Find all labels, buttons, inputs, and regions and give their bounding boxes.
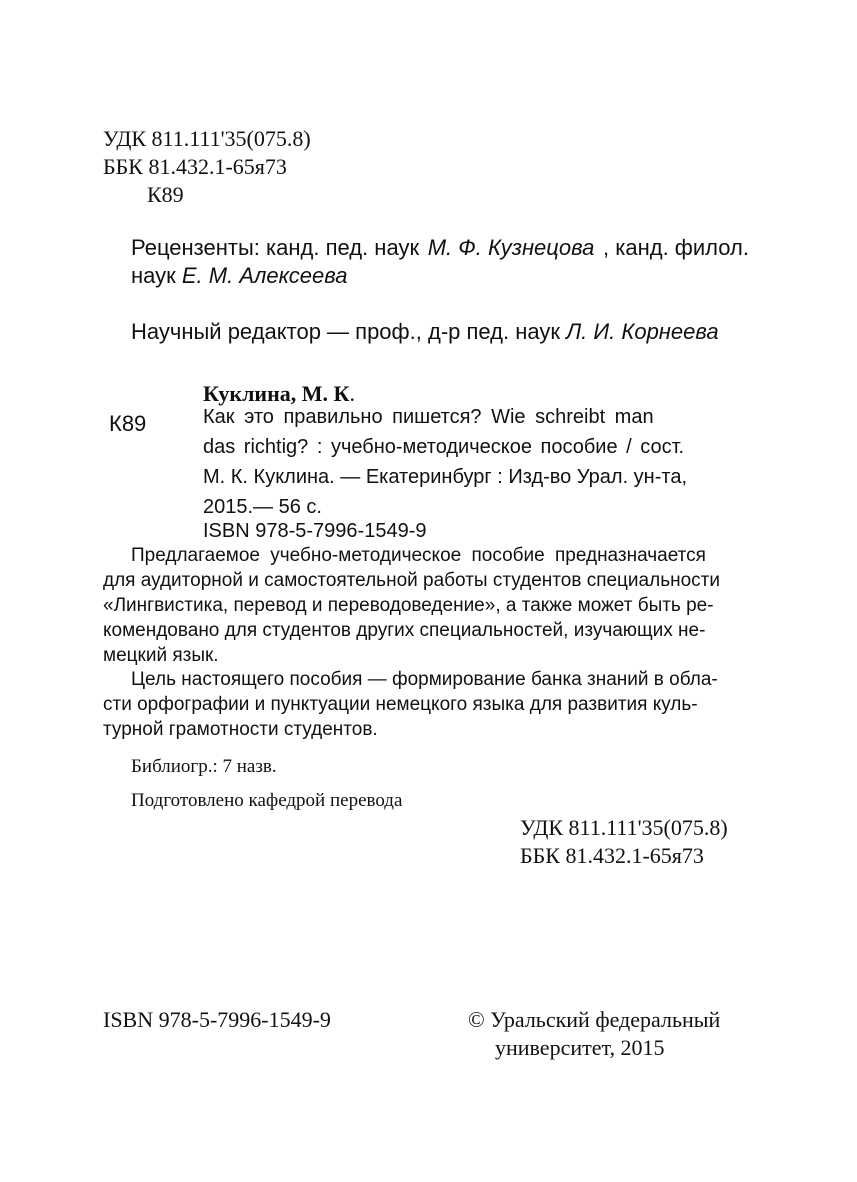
annotation-paragraph-1 <box>103 543 748 668</box>
annotation-p2-line-2: сти орфографии и пунктуации немецкого языка для развития куль- <box>103 694 698 715</box>
reviewer-2-name: Е. М. Алексеева <box>181 263 348 288</box>
catalog-line-3-text: М. К. Куклина. — Екатеринбург : Изд-во Урал. ун-та, <box>203 466 688 488</box>
copyright-line-1: © Уральский федеральный <box>468 1007 721 1032</box>
annotation-p1-line-5: мецкий язык. <box>103 645 219 666</box>
editor-name: Л. И. Корнеева <box>566 319 719 344</box>
header-udk: УДК 811.111'35(075.8) <box>103 126 311 151</box>
footer-bbk: ББК 81.432.1-65я73 <box>520 843 704 868</box>
catalog-line-3 <box>203 464 747 494</box>
reviewers-line2-prefix: наук <box>131 263 182 288</box>
catalog-author-mark: К89 <box>109 411 147 436</box>
catalog-line-2 <box>203 434 747 464</box>
reviewers-prefix: Рецензенты: канд. пед. наук <box>131 235 420 260</box>
annotation-p1-line-1: Предлагаемое учебно-методическое пособие предназначается <box>131 545 706 566</box>
reviewers-block <box>131 234 749 262</box>
copyright-line-2: университет, 2015 <box>495 1035 665 1060</box>
reviewers-middle: , канд. филол. <box>603 235 749 260</box>
catalog-description <box>203 404 747 524</box>
editor-prefix: Научный редактор — проф., д-р пед. наук <box>131 319 567 344</box>
catalog-line-1-text: Как это правильно пишется? Wie schreibt man <box>203 406 654 428</box>
annotation-p2-line-3: турной грамотности студентов. <box>103 719 378 740</box>
bibliography-note: Библиогр.: 7 назв. <box>131 756 277 777</box>
footer-udk: УДК 811.111'35(075.8) <box>520 815 728 840</box>
catalog-line-4-text: 2015.— 56 с. <box>203 496 322 518</box>
catalog-isbn: ISBN 978-5-7996-1549-9 <box>203 520 427 542</box>
annotation-p2-line-1: Цель настоящего пособия — формирование банка знаний в обла- <box>131 669 718 690</box>
prepared-by-note: Подготовлено кафедрой перевода <box>131 790 403 811</box>
catalog-line-2-text: das richtig? : учебно-методическое пособие / сост. <box>203 436 685 458</box>
reviewers-line-2 <box>131 262 348 290</box>
annotation-p1-line-2: для аудиторной и самостоятельной работы студентов специальности <box>103 570 720 591</box>
header-bbk: ББК 81.432.1-65я73 <box>103 154 287 179</box>
annotation-p1-line-3: «Лингвистика, перевод и переводоведение», а также может быть ре- <box>103 595 714 616</box>
header-author-mark: К89 <box>147 182 184 207</box>
catalog-author-name: Куклина, М. К <box>203 381 350 406</box>
bottom-isbn: ISBN 978-5-7996-1549-9 <box>103 1007 331 1032</box>
catalog-author-period: . <box>349 381 355 406</box>
editor-line <box>131 318 719 346</box>
reviewers-line-1 <box>131 234 749 262</box>
reviewer-1-name: М. Ф. Кузнецова <box>427 235 595 260</box>
catalog-line-1 <box>203 404 747 434</box>
annotation-paragraph-2 <box>103 667 748 742</box>
annotation-p1-line-4: комендовано для студентов других специальностей, изучающих не- <box>103 620 706 641</box>
